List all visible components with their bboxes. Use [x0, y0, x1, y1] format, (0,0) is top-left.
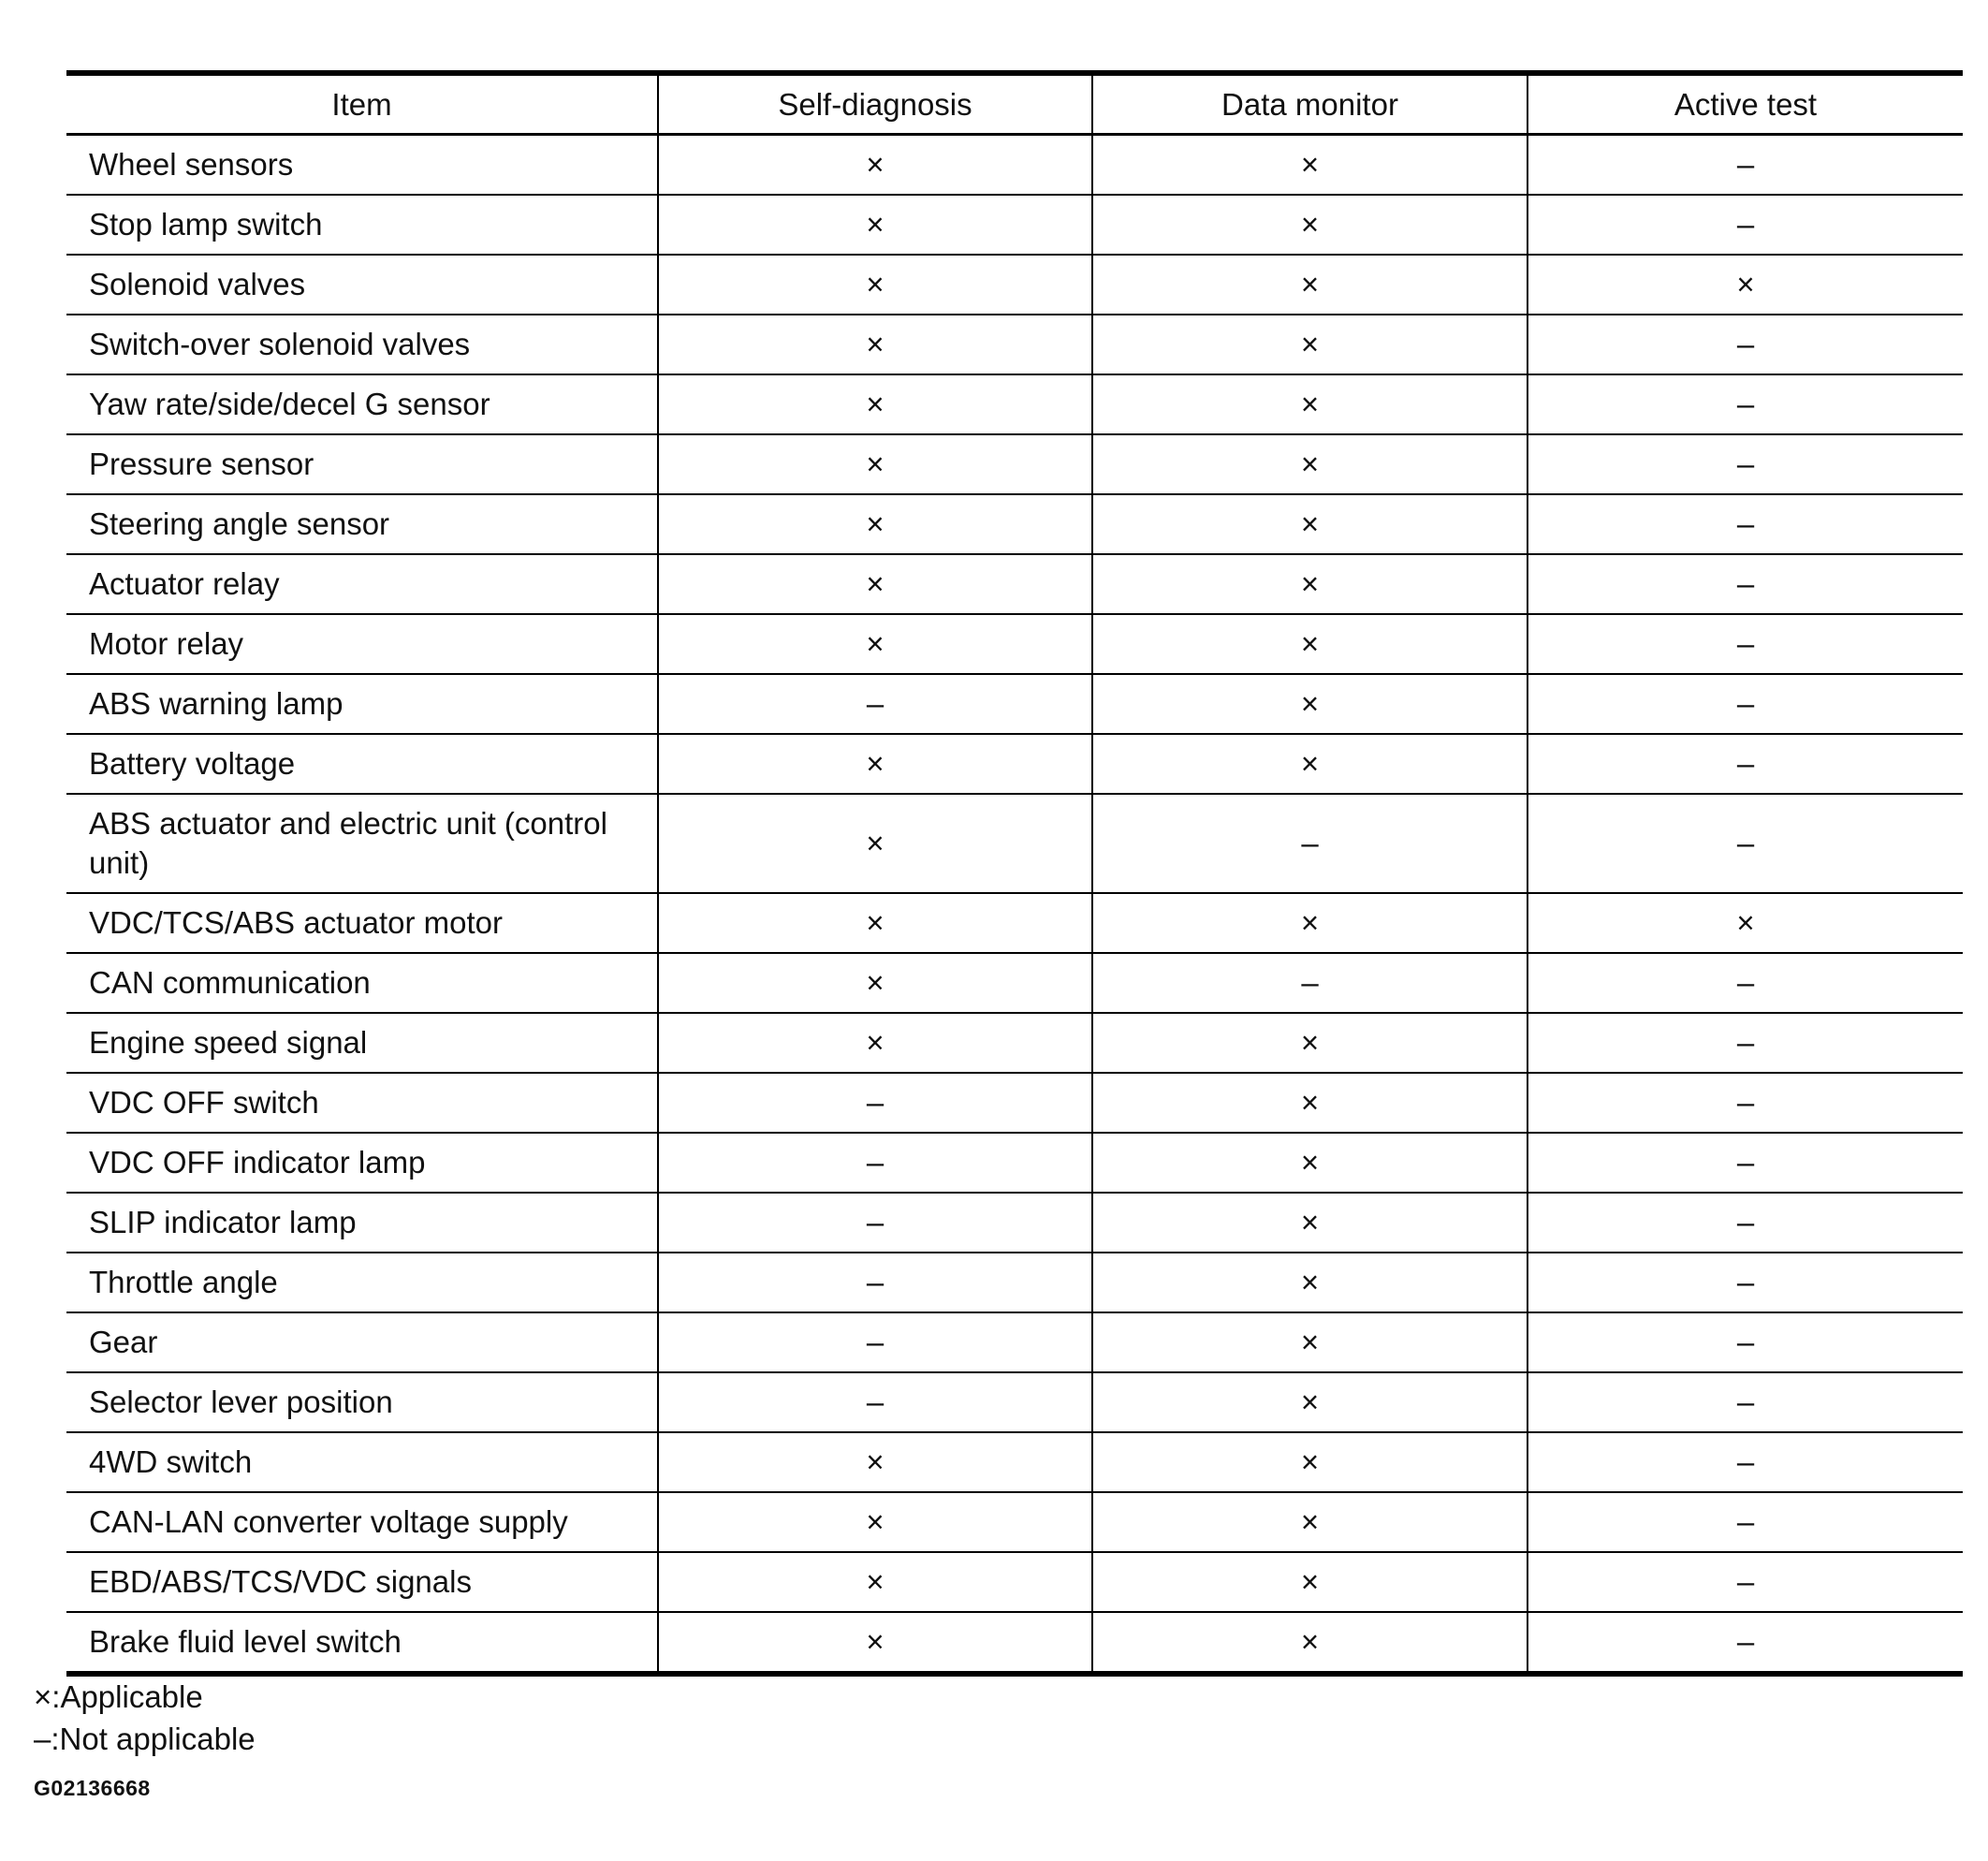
row-data-monitor: ×: [1092, 1612, 1528, 1674]
header-data-monitor: Data monitor: [1092, 73, 1528, 135]
row-self-diagnosis: ×: [658, 794, 1092, 893]
row-data-monitor: ×: [1092, 734, 1528, 794]
table-row: [66, 1193, 1963, 1253]
table-row: [66, 794, 1963, 893]
row-item: Brake fluid level switch: [89, 1624, 402, 1659]
row-self-diagnosis: ×: [658, 614, 1092, 674]
table-row: [66, 734, 1963, 794]
diagnosis-table: [66, 70, 1963, 1677]
row-data-monitor: ×: [1092, 1552, 1528, 1612]
row-item: Pressure sensor: [66, 434, 658, 494]
table-row: [66, 1253, 1963, 1312]
row-self-diagnosis: ×: [658, 554, 1092, 614]
row-active-test: –: [1528, 674, 1963, 734]
row-active-test: –: [1528, 374, 1963, 434]
row-active-test: –: [1528, 195, 1963, 255]
row-data-monitor: ×: [1092, 1193, 1528, 1253]
table-row: [66, 1133, 1963, 1193]
row-item: Steering angle sensor: [66, 494, 658, 554]
row-active-test: –: [1528, 1372, 1963, 1432]
table-row: [66, 554, 1963, 614]
row-item: 4WD switch: [66, 1432, 658, 1492]
row-self-diagnosis: ×: [658, 434, 1092, 494]
row-self-diagnosis: –: [658, 1133, 1092, 1193]
row-self-diagnosis: ×: [658, 195, 1092, 255]
row-item: Selector lever position: [66, 1372, 658, 1432]
row-data-monitor: ×: [1092, 1073, 1528, 1133]
row-active-test: –: [1528, 953, 1963, 1013]
row-active-test: –: [1528, 434, 1963, 494]
row-active-test: –: [1528, 1133, 1963, 1193]
row-self-diagnosis: ×: [658, 893, 1092, 953]
row-item: ABS warning lamp: [66, 674, 658, 734]
table-row: [66, 315, 1963, 374]
row-data-monitor: ×: [1092, 1432, 1528, 1492]
row-active-test: –: [1528, 1612, 1963, 1674]
row-data-monitor: ×: [1092, 374, 1528, 434]
legend-not-applicable: –:Not applicable: [34, 1722, 256, 1756]
table-row: [66, 1372, 1963, 1432]
row-self-diagnosis: ×: [658, 315, 1092, 374]
table-header: [66, 73, 1963, 135]
row-item: Switch-over solenoid valves: [66, 315, 658, 374]
row-self-diagnosis: ×: [658, 1552, 1092, 1612]
row-self-diagnosis: ×: [658, 1432, 1092, 1492]
row-self-diagnosis: ×: [658, 1612, 1092, 1674]
row-self-diagnosis: –: [658, 1073, 1092, 1133]
row-data-monitor: ×: [1092, 1133, 1528, 1193]
row-self-diagnosis: ×: [658, 1013, 1092, 1073]
row-data-monitor: ×: [1092, 1013, 1528, 1073]
row-self-diagnosis: –: [658, 1372, 1092, 1432]
row-active-test: –: [1528, 614, 1963, 674]
header-self-diagnosis: Self-diagnosis: [658, 73, 1092, 135]
table-row: [66, 1432, 1963, 1492]
row-item: VDC/TCS/ABS actuator motor: [66, 893, 658, 953]
header-row: [66, 73, 1963, 135]
table-row: [66, 434, 1963, 494]
row-item: Throttle angle: [66, 1253, 658, 1312]
header-active-test: Active test: [1528, 73, 1963, 135]
table-row: [66, 1612, 1963, 1674]
row-active-test: –: [1528, 1193, 1963, 1253]
row-self-diagnosis: –: [658, 1253, 1092, 1312]
table-body: [66, 135, 1963, 1675]
row-item: SLIP indicator lamp: [66, 1193, 658, 1253]
row-data-monitor: ×: [1092, 255, 1528, 315]
row-active-test: –: [1528, 1073, 1963, 1133]
row-self-diagnosis: ×: [658, 494, 1092, 554]
row-data-monitor: ×: [1092, 195, 1528, 255]
row-active-test: –: [1528, 1552, 1963, 1612]
figure-code: G02136668: [34, 1776, 151, 1800]
row-item: Actuator relay: [66, 554, 658, 614]
row-active-test: –: [1528, 734, 1963, 794]
row-self-diagnosis: ×: [658, 255, 1092, 315]
row-data-monitor: –: [1092, 953, 1528, 1013]
legend-applicable: ×:Applicable: [34, 1679, 203, 1714]
row-data-monitor: –: [1092, 794, 1528, 893]
table-row: [66, 1312, 1963, 1372]
row-active-test: –: [1528, 1432, 1963, 1492]
row-active-test: –: [1528, 135, 1963, 196]
table-row: [66, 135, 1963, 196]
row-data-monitor: ×: [1092, 315, 1528, 374]
row-self-diagnosis: ×: [658, 374, 1092, 434]
row-data-monitor: ×: [1092, 1253, 1528, 1312]
row-data-monitor: ×: [1092, 1372, 1528, 1432]
row-item: Yaw rate/side/decel G sensor: [66, 374, 658, 434]
table-row: [66, 1552, 1963, 1612]
table-row: [66, 374, 1963, 434]
row-self-diagnosis: –: [658, 1193, 1092, 1253]
row-active-test: –: [1528, 494, 1963, 554]
row-data-monitor: ×: [1092, 1492, 1528, 1552]
table-row: [66, 494, 1963, 554]
row-active-test: –: [1528, 315, 1963, 374]
row-data-monitor: ×: [1092, 494, 1528, 554]
row-item: CAN communication: [66, 953, 658, 1013]
row-item: Engine speed signal: [66, 1013, 658, 1073]
table-row: [66, 255, 1963, 315]
row-item: Stop lamp switch: [66, 195, 658, 255]
row-data-monitor: ×: [1092, 893, 1528, 953]
row-item: Battery voltage: [66, 734, 658, 794]
row-data-monitor: ×: [1092, 554, 1528, 614]
table-row: [66, 195, 1963, 255]
row-active-test: ×: [1528, 255, 1963, 315]
row-item: Motor relay: [66, 614, 658, 674]
header-item: Item: [66, 73, 658, 135]
row-item: Wheel sensors: [66, 135, 658, 196]
table-row: [66, 614, 1963, 674]
row-active-test: –: [1528, 1312, 1963, 1372]
row-item: CAN-LAN converter voltage supply: [66, 1492, 658, 1552]
table-row: [66, 953, 1963, 1013]
row-data-monitor: ×: [1092, 674, 1528, 734]
row-data-monitor: ×: [1092, 1312, 1528, 1372]
row-data-monitor: ×: [1092, 434, 1528, 494]
row-self-diagnosis: ×: [658, 953, 1092, 1013]
row-active-test: –: [1528, 794, 1963, 893]
table-row: [66, 1013, 1963, 1073]
row-item: EBD/ABS/TCS/VDC signals: [66, 1552, 658, 1612]
row-self-diagnosis: ×: [658, 734, 1092, 794]
row-active-test: –: [1528, 554, 1963, 614]
row-item: ABS actuator and electric unit (control unit): [66, 794, 658, 893]
row-active-test: –: [1528, 1492, 1963, 1552]
row-item: Gear: [66, 1312, 658, 1372]
row-self-diagnosis: ×: [658, 1492, 1092, 1552]
row-active-test: –: [1528, 1013, 1963, 1073]
table-row: [66, 674, 1963, 734]
row-item: VDC OFF switch: [66, 1073, 658, 1133]
row-active-test: –: [1528, 1253, 1963, 1312]
row-self-diagnosis: –: [658, 1312, 1092, 1372]
table-row: [66, 893, 1963, 953]
row-item: VDC OFF indicator lamp: [66, 1133, 658, 1193]
row-data-monitor: ×: [1092, 614, 1528, 674]
row-self-diagnosis: ×: [658, 135, 1092, 196]
row-data-monitor: ×: [1092, 135, 1528, 196]
row-item: Solenoid valves: [66, 255, 658, 315]
table-row: [66, 1492, 1963, 1552]
row-active-test: ×: [1528, 893, 1963, 953]
row-self-diagnosis: –: [658, 674, 1092, 734]
table-row: [66, 1073, 1963, 1133]
